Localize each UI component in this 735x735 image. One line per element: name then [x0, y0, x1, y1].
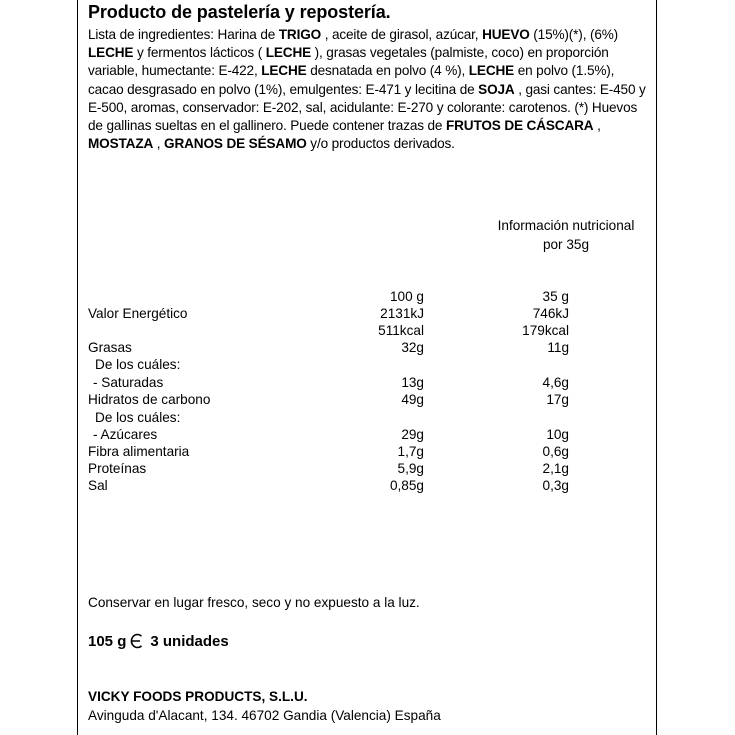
value-per-35g: 0,6g	[542, 444, 569, 459]
nutrition-header-line1: Información nutricional	[497, 218, 635, 233]
value-per-35g: 10g	[546, 427, 569, 442]
nutrient-label: - Saturadas	[93, 375, 164, 390]
nutrition-row	[0, 340, 735, 358]
ingredient-text: Lista de ingredientes: Harina de	[88, 27, 279, 42]
ingredients-list	[88, 26, 648, 153]
ingredient-text: en polvo (1.5%), cacao desgrasado en polvo (1%), emulgentes: E-471 y lecitina de	[88, 63, 615, 97]
nutrient-label: Sal	[88, 478, 108, 493]
company-address: Avinguda d'Alacant, 134. 46702 Gandia (Valencia) España	[88, 708, 441, 723]
storage-instructions: Conservar en lugar fresco, seco y no expuesto a la luz.	[88, 595, 420, 610]
allergen: GRANOS DE SÉSAMO	[164, 136, 307, 152]
ingredient-text: desnatada en polvo (4 %),	[306, 63, 469, 79]
ingredient-text: , aceite de girasol, azúcar,	[321, 27, 483, 42]
nutrient-label: - Azúcares	[93, 427, 158, 442]
unit-count: 3 unidades	[150, 632, 229, 650]
ingredient-text: , gasi cantes: E-450 y E-500, aromas, conservador: E-202, sal, acidulante: E-270 y colorante: carotenos. (*) Huevos de gallinas sueltas en el gallinero. Puede contener trazas de	[88, 81, 646, 134]
nutrition-row	[0, 375, 735, 393]
nutrient-label: De los cuáles:	[95, 410, 181, 425]
value-per-35g: 0,3g	[542, 478, 569, 493]
product-title: Producto de pastelería y repostería.	[88, 2, 391, 22]
company-name: VICKY FOODS PRODUCTS, S.L.U.	[88, 689, 308, 704]
allergen: LECHE	[468, 63, 515, 79]
allergen: LECHE	[265, 45, 312, 61]
value-per-35g: 2,1g	[542, 461, 569, 476]
nutrition-row	[0, 323, 735, 341]
value-per-100g: 49g	[401, 392, 424, 407]
value-per-35g: 35 g	[542, 289, 569, 304]
value-per-35g: 179kcal	[522, 323, 569, 338]
estimated-sign-icon	[128, 632, 144, 650]
value-per-35g: 4,6g	[542, 375, 569, 390]
nutrition-row	[0, 392, 735, 410]
nutrition-row	[0, 478, 735, 496]
value-per-100g: 511kcal	[378, 323, 424, 338]
ingredient-text: ), grasas vegetales (palmiste, coco) en proporción variable, humectante: E-422,	[88, 45, 609, 79]
allergen: SOJA	[478, 81, 515, 97]
nutrition-row	[0, 427, 735, 445]
nutrient-label: De los cuáles:	[95, 357, 181, 372]
nutrition-row	[0, 461, 735, 479]
value-per-35g: 17g	[546, 392, 569, 407]
nutrient-label: Fibra alimentaria	[88, 444, 190, 459]
allergen: TRIGO	[278, 27, 322, 42]
nutrition-header	[480, 216, 652, 254]
value-per-100g: 29g	[401, 427, 424, 442]
value-per-100g: 2131kJ	[380, 306, 424, 321]
nutrient-label: Valor Energético	[88, 306, 188, 321]
ingredient-text: ,	[153, 136, 165, 152]
allergen: HUEVO	[482, 27, 530, 42]
nutrition-header-line2: por 35g	[542, 237, 590, 252]
nutrition-row	[0, 306, 735, 324]
ingredient-text: y fermentos lácticos (	[133, 45, 266, 61]
nutrient-label: Grasas	[88, 340, 132, 355]
nutrition-row	[0, 357, 735, 375]
nutrition-row	[0, 444, 735, 462]
value-per-100g: 1,7g	[397, 444, 424, 459]
allergen: FRUTOS DE CÁSCARA	[445, 118, 594, 134]
allergen: LECHE	[88, 45, 134, 61]
net-weight: 105 g	[88, 632, 127, 650]
value-per-35g: 746kJ	[532, 306, 569, 321]
nutrient-label: Hidratos de carbono	[88, 392, 211, 407]
value-per-100g: 13g	[401, 375, 424, 390]
value-per-100g: 32g	[401, 340, 424, 355]
nutrition-row	[0, 410, 735, 428]
value-per-100g: 100 g	[389, 289, 424, 304]
net-quantity	[88, 632, 229, 650]
value-per-100g: 5,9g	[397, 461, 424, 476]
allergen: MOSTAZA	[88, 136, 154, 152]
nutrient-label: Proteínas	[88, 461, 147, 476]
nutrition-row	[0, 289, 735, 307]
ingredient-text: y/o productos derivados.	[306, 136, 455, 152]
ingredient-text: ,	[593, 118, 601, 134]
value-per-35g: 11g	[547, 340, 569, 355]
value-per-100g: 0,85g	[389, 478, 424, 493]
allergen: LECHE	[261, 63, 307, 79]
ingredient-text: (15%)(*), (6%)	[529, 27, 619, 42]
